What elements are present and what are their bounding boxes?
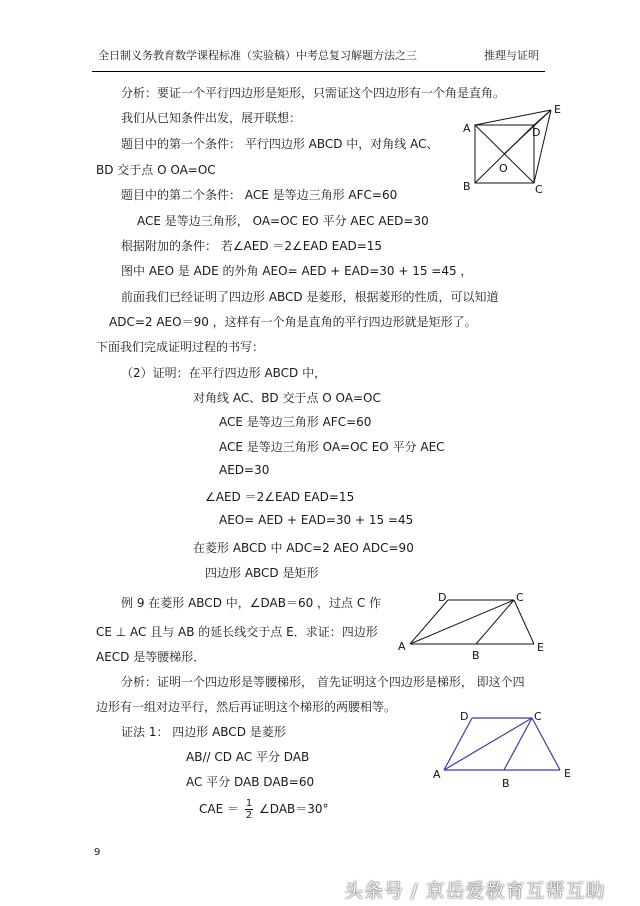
fraction-numerator: 1 xyxy=(245,798,253,809)
text-line-5: 题目中的第二个条件： ACE 是等边三角形 AFC=60 xyxy=(121,188,398,202)
text-line-18: AEO= AED + EAD=30 + 15 =45 xyxy=(219,513,414,527)
figure2-segment-ce xyxy=(514,600,534,644)
figure2-side-ad xyxy=(410,600,448,644)
text-line-26: 证法 1： 四边形 ABCD 是菱形 xyxy=(121,725,286,739)
figure1-label-o: O xyxy=(499,162,508,175)
figure-rhombus-proof xyxy=(430,706,580,794)
figure1-label-c: C xyxy=(535,183,543,196)
text-line-4: BD 交于点 O OA=OC xyxy=(96,163,216,177)
figure1-label-d: D xyxy=(532,126,541,139)
equation-lhs: CAE ＝ xyxy=(199,802,239,816)
text-line-2: 我们从已知条件出发，展开联想： xyxy=(121,111,302,125)
figure1-segment-ec xyxy=(534,110,551,183)
figure2-label-c: C xyxy=(516,591,524,604)
text-line-15: ACE 是等边三角形 OA=OC EO 平分 AEC xyxy=(219,440,445,454)
text-line-29 xyxy=(199,798,329,821)
figure1-segment-ae xyxy=(475,110,551,125)
text-line-16: AED=30 xyxy=(219,463,270,477)
text-line-21: 例 9 在菱形 ABCD 中，∠DAB＝60 ，过点 C 作 xyxy=(121,596,382,610)
text-line-23: AECD 是等腰梯形． xyxy=(96,650,206,664)
figure3-segment-ce xyxy=(532,718,560,770)
figure2-label-b: B xyxy=(472,649,480,662)
figure3-label-b: B xyxy=(502,777,510,790)
text-line-11: 下面我们完成证明过程的书写： xyxy=(96,340,265,354)
figure3-label-c: C xyxy=(534,710,542,723)
figure2-label-d: D xyxy=(438,591,447,604)
text-line-14: ACE 是等边三角形 AFC=60 xyxy=(219,415,372,429)
figure1-label-e: E xyxy=(554,103,561,116)
text-line-27: AB// CD AC 平分 DAB xyxy=(186,750,310,764)
figure3-label-d: D xyxy=(460,710,469,723)
text-line-20: 四边形 ABCD 是矩形 xyxy=(205,566,319,580)
text-line-9: 前面我们已经证明了四边形 ABCD 是菱形，根据菱形的性质，可以知道 xyxy=(121,290,499,304)
page-number: 9 xyxy=(94,847,101,858)
fraction-one-half xyxy=(245,798,253,821)
figure1-label-b: B xyxy=(463,180,471,193)
text-line-12: （2）证明：在平行四边形 ABCD 中， xyxy=(121,366,327,380)
figure2-side-bc xyxy=(476,600,514,644)
text-line-10: ADC=2 AEO＝90 ，这样有一个角是直角的平行四边形就是矩形了。 xyxy=(109,315,477,329)
text-line-6: ACE 是等边三角形， OA=OC EO 平分 AEC AED=30 xyxy=(137,214,429,228)
text-line-28: AC 平分 DAB DAB=60 xyxy=(186,775,315,789)
text-line-13: 对角线 AC、BD 交于点 O OA=OC xyxy=(193,391,381,405)
figure2-label-a: A xyxy=(398,640,406,653)
watermark-text: 头条号 / 京岳爱教育互帮互助 xyxy=(344,880,606,902)
text-line-17: ∠AED ＝2∠EAD EAD=15 xyxy=(205,490,355,504)
figure-rectangle-abcd xyxy=(455,100,567,200)
text-line-3: 题目中的第一个条件： 平行四边形 ABCD 中，对角线 AC、 xyxy=(121,137,439,151)
text-line-8: 图中 AEO 是 ADE 的外角 AEO= AED + EAD=30 + 15 =45 ， xyxy=(121,264,473,278)
figure3-label-e: E xyxy=(564,767,571,780)
figure1-label-a: A xyxy=(463,122,471,135)
text-line-22: CE ⊥ AC 且与 AB 的延长线交于点 E．求证：四边形 xyxy=(96,625,378,639)
header-divider xyxy=(92,71,545,72)
figure-rhombus-example xyxy=(396,588,554,662)
figure2-label-e: E xyxy=(537,641,544,654)
figure3-diagonal-ac xyxy=(444,718,532,770)
figure1-segment-oe xyxy=(504,110,551,154)
header-title: 全日制义务教育数学课程标准（实验稿）中考总复习解题方法之三 xyxy=(98,49,417,62)
equation-rhs: ∠DAB＝30° xyxy=(259,802,329,816)
text-line-19: 在菱形 ABCD 中 ADC=2 AEO ADC=90 xyxy=(193,541,414,555)
figure2-diagonal-ac xyxy=(410,600,514,644)
text-line-24: 分析：证明一个四边形是等腰梯形， 首先证明这个四边形是梯形， 即这个四 xyxy=(121,675,525,689)
figure3-label-a: A xyxy=(433,768,441,781)
text-line-25: 边形有一组对边平行，然后再证明这个梯形的两腰相等。 xyxy=(96,700,397,714)
fraction-denominator: 2 xyxy=(245,810,253,821)
header-section: 推理与证明 xyxy=(484,49,539,62)
text-line-1: 分析：要证一个平行四边形是矩形，只需证这个四边形有一个角是直角。 xyxy=(121,86,506,100)
text-line-7: 根据附加的条件： 若∠AED ＝2∠EAD EAD=15 xyxy=(121,239,383,253)
